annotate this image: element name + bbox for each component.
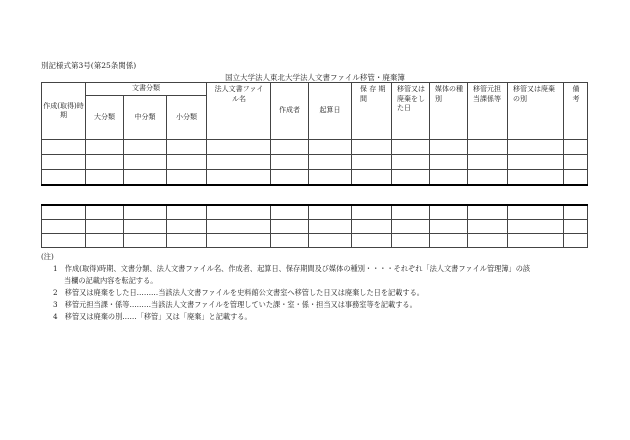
header-remarks: 備 考	[564, 83, 588, 140]
table-row	[42, 170, 588, 185]
table-row	[42, 219, 588, 233]
header-transfer-or-disposal: 移管又は廃棄の別	[508, 83, 564, 140]
register-table	[41, 82, 588, 186]
header-minor-class: 小分類	[167, 96, 207, 140]
register-table-continued	[41, 204, 588, 248]
header-transfer-date: 移管又は廃棄をした日	[392, 83, 430, 140]
header-creator: 作成者	[271, 83, 309, 140]
header-document-classification: 文書分類	[86, 83, 207, 96]
table-row	[42, 140, 588, 155]
header-major-class: 大分類	[86, 96, 124, 140]
header-retention-period: 保 存 期 間	[352, 83, 392, 140]
document-title: 国立大学法人東北大学法人文書ファイル移管・廃棄簿	[225, 73, 405, 82]
header-file-name: 法人文書ファイル名	[207, 83, 271, 140]
note-item-1-continued: 当欄の記載内容を転記する。	[64, 276, 158, 285]
note-item-4: 4 移管又は廃棄の別……「移管」又は「廃棄」と記載する。	[53, 312, 252, 321]
header-origin-section: 移管元担当課係等	[468, 83, 508, 140]
form-id: 別記様式第3号(第25条関係)	[41, 61, 137, 70]
note-item-2: 2 移管又は廃棄をした日………当該法人文書ファイルを史料館公文書室へ移管した日又は廃棄した日を記載する。	[53, 288, 424, 297]
table-row	[42, 205, 588, 219]
header-acquisition-period: 作成(取得)時期	[42, 83, 86, 140]
notes-heading: (注)	[41, 252, 54, 261]
note-item-3: 3 移管元担当課・係等………当該法人文書ファイルを管理していた課・室・係・担当又は事務室等を記載する。	[53, 300, 417, 309]
header-start-date: 起算日	[309, 83, 352, 140]
table-row	[42, 155, 588, 170]
table-row	[42, 233, 588, 247]
header-media-type: 媒体の種別	[430, 83, 468, 140]
header-middle-class: 中分類	[124, 96, 167, 140]
note-item-1: 1 作成(取得)時期、文書分類、法人文書ファイル名、作成者、起算日、保存期間及び媒体の種別・・・・それぞれ「法人文書ファイル管理簿」の該	[53, 264, 531, 273]
notes-section	[41, 251, 601, 323]
